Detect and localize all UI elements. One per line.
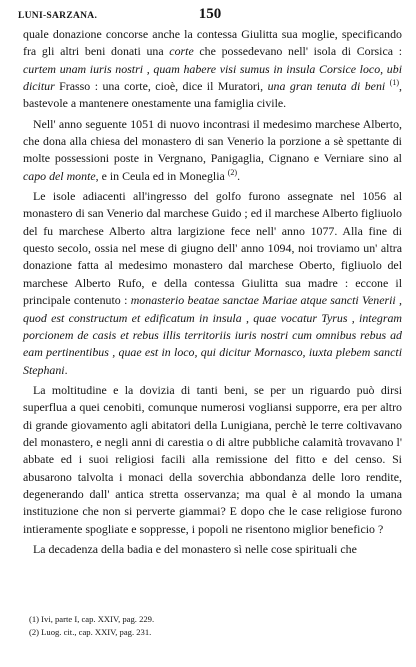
text-run: La moltitudine e la dovizia di tanti beni, se per un riguardo può dirsi superflua a quei cenobiti, comunque numerosi vogliansi supporre, era per altro di grande giovamento agli abitatori della Lunigiana, perchè le terre coltivavano del monastero, e negli anni di carestia o di altre pubbliche calamità trovavano l' abbate ed i suoi religiosi facili alla remissione del fitto e del censo. Si abusarono talvolta i monaci della soverchia abbondanza delle loro rendite, degenerando dall' antica stretta osservanza; ma qual è al mondo la umana instituzione che non si perverte giammai? E dopo che le case religiose furono intieramente spogliate e soppresse, i popoli ne risentono miglior beneficio ? [23,382,402,536]
page-header [18,4,402,26]
paragraph [23,382,402,538]
text-run: Le isole adiacenti all'ingresso del golfo furono assegnate nel 1056 al monastero di san Venerio dal marchese Guido ; ed il marchese Alberto figliuolo del fu marchese Alberto altra largizione fece nell' anno 1077. Alla fine di questo secolo, ossia nel mese di giugno dell' anno 1094, noi troviamo un' altra donazione fatta al medesimo monastero dal marchese Oberto, figliuolo del marchese Alberto Rufo, e della contessa Giulitta sua madre : eccone il principale contenuto : [23,189,402,308]
italic-text: una gran tenuta di beni [267,79,386,94]
running-title: LUNI-SARZANA. [18,11,98,21]
text-run: , e in Ceula ed in Moneglia [95,168,228,183]
text-run: che possedevano nell' isola di Corsica : [193,44,402,59]
footnotes [23,613,402,639]
paragraph [23,116,402,185]
text-run: Nell' anno seguente 1051 di nuovo incontrasi il medesimo marchese Alberto, che dona alla chiesa del monastero di san Venerio la porzione a sè spettante di molte possessioni poste in Vergnano, Panigaglia, Cignano e Verniare sino al [23,116,402,166]
italic-text: monasterio beatae sanctae Mariae atque sancti Venerii , quod est constructum et edificatum in insula , quae vocatur Tyrus , integram porcionem de casis et rebus illis territoriis iuris nostri cum omnibus rebus ad eam pertinentibus , quae est in loco, qui dicitur Mornasco, iuxta plebem sancti Stephani [23,293,403,377]
text-run: La decadenza della badia e del monastero sì nelle cose spirituali che [33,541,357,556]
italic-text: corte [169,44,194,59]
footnote-reference: (1) [389,78,399,88]
text-run: Frasso : una corte, cioè, dice il Muratori, [54,79,268,94]
footnote: (2) Luog. cit., cap. XXIV, pag. 231. [29,627,152,637]
italic-text: capo del monte [23,168,96,183]
footnote-reference: (2) [227,167,238,177]
text-run: quale donazione concorse anche la contessa Giulitta sua moglie, specificando fra gli altri beni donati una [23,27,402,59]
page-number: 150 [198,6,222,22]
paragraph [23,26,402,113]
italic-text: curtem unam iuris nostri , quam habere visi sumus in insula Corsice loco, ubi dicitur [23,61,402,94]
footnote: (1) Ivi, parte I, cap. XXIV, pag. 229. [29,614,155,624]
text-run: . [64,362,68,377]
text-run: . [237,168,241,183]
body-text [23,26,402,558]
paragraph [23,188,402,379]
paragraph [23,541,402,558]
text-run: , bastevole a mantenere onestamente una famiglia civile. [23,79,402,111]
